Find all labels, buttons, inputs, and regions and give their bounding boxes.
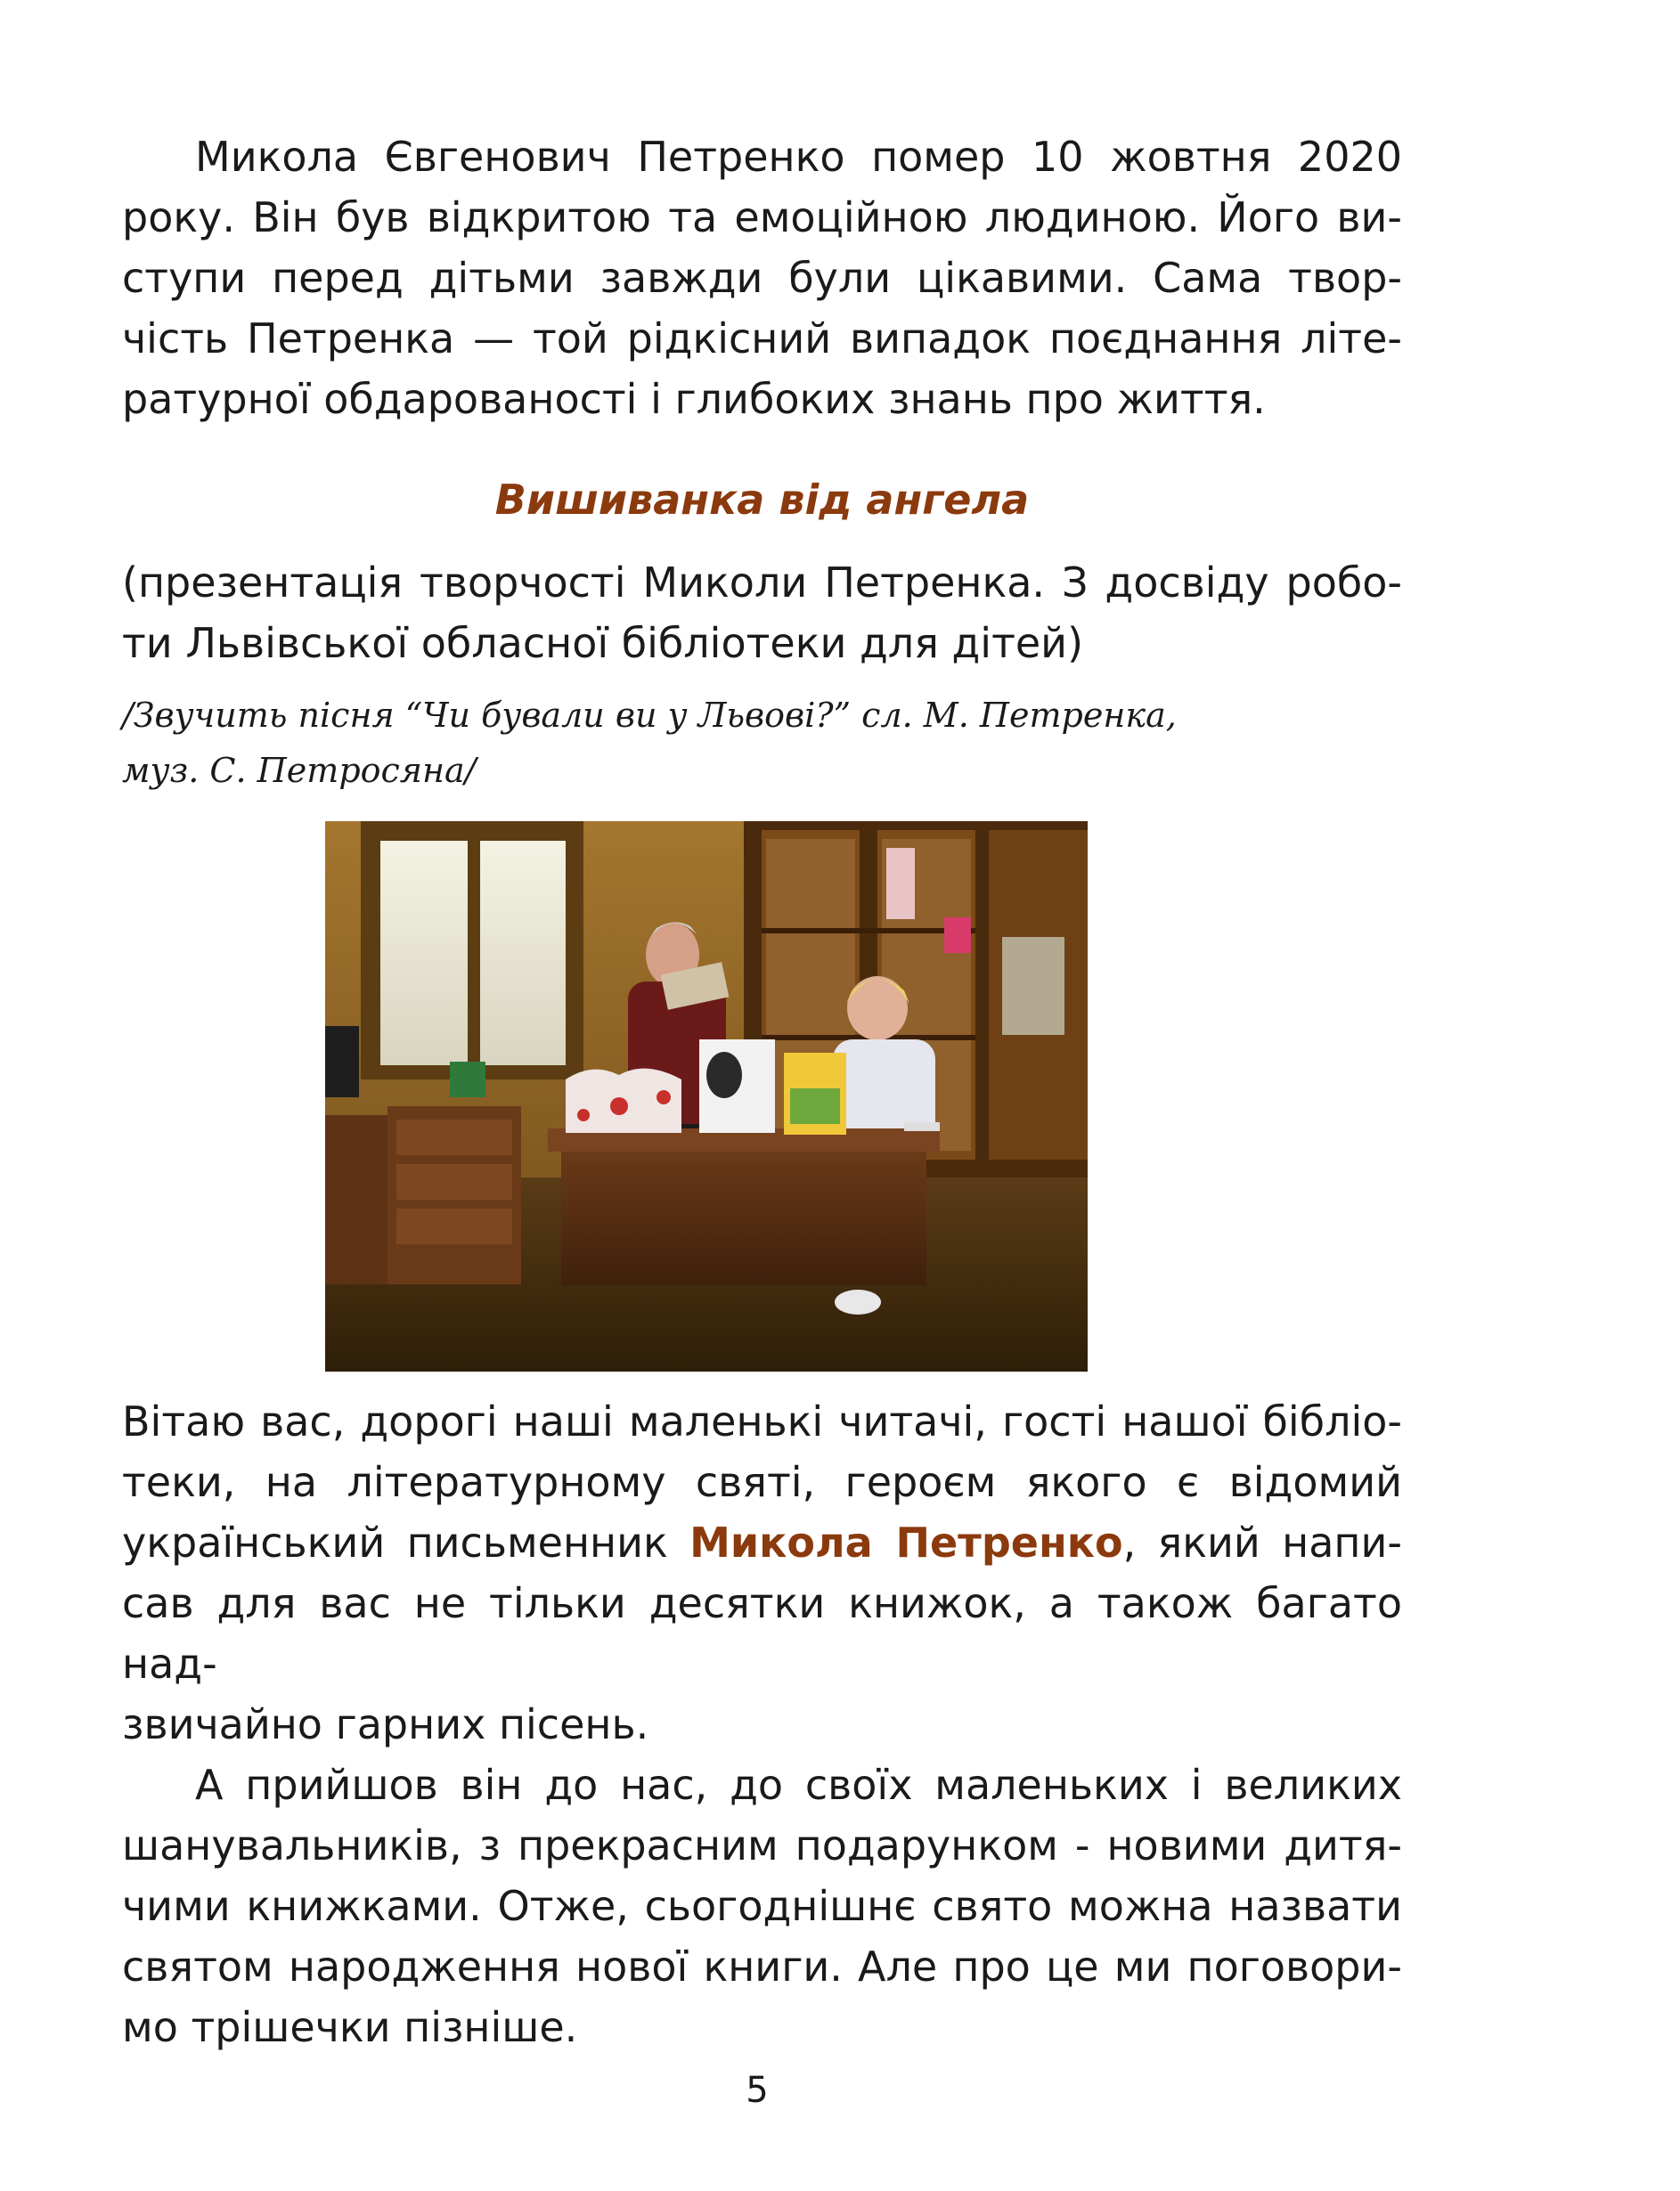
song-note-line: муз. С. Петросяна/ (122, 751, 477, 790)
subtitle-line: (презентація творчості Миколи Петренка. З досвіду робо- (122, 558, 1402, 607)
body-text-fragment: український письменник (122, 1519, 690, 1567)
song-note-line: /Звучить пісня “Чи бували ви у Львові?” сл. М. Петренка, (122, 696, 1177, 735)
body-line: святом народження нової книги. Але про це ми поговори- (122, 1943, 1402, 1991)
body-line: шанувальників, з прекрасним подарунком - новими дитя- (122, 1821, 1402, 1869)
body-line: теки, на літературному святі, героєм якого є відомий (122, 1458, 1402, 1506)
body-line: А прийшов він до нас, до своїх маленьких і великих (195, 1761, 1402, 1809)
body-line-with-name (122, 1512, 1402, 1573)
section-subtitle (122, 552, 1402, 673)
body-line: Вітаю вас, дорогі наші маленькі читачі, гості нашої бібліо- (122, 1397, 1402, 1446)
body-text (122, 1391, 1402, 2057)
body-text-fragment: , який напи- (1122, 1519, 1402, 1567)
body-line: звичайно гарних пісень. (122, 1700, 649, 1748)
section-title: Вишиванка від ангела (494, 476, 1030, 524)
intro-line: чість Петренка — той рідкісний випадок поєднання літе- (122, 314, 1402, 362)
intro-line: року. Він був відкритою та емоційною людиною. Його ви- (122, 193, 1402, 241)
body-line: мо трішечки пізніше. (122, 2003, 578, 2051)
page-number: 5 (746, 2070, 769, 2111)
intro-line: Микола Євгенович Петренко помер 10 жовтня 2020 (195, 133, 1402, 181)
song-note (122, 688, 1402, 798)
body-line: сав для вас не тільки десятки книжок, а також багато над- (122, 1579, 1402, 1688)
body-line: чими книжками. Отже, сьогоднішнє свято можна назвати (122, 1882, 1402, 1930)
author-name: Микола Петренко (689, 1519, 1123, 1567)
intro-line: ратурної обдарованості і глибоких знань про життя. (122, 375, 1266, 423)
subtitle-line: ти Львівської обласної бібліотеки для дітей) (122, 619, 1084, 667)
event-photo (325, 821, 1088, 1372)
intro-paragraph (122, 126, 1402, 429)
intro-line: ступи перед дітьми завжди були цікавими. Сама твор- (122, 254, 1402, 302)
